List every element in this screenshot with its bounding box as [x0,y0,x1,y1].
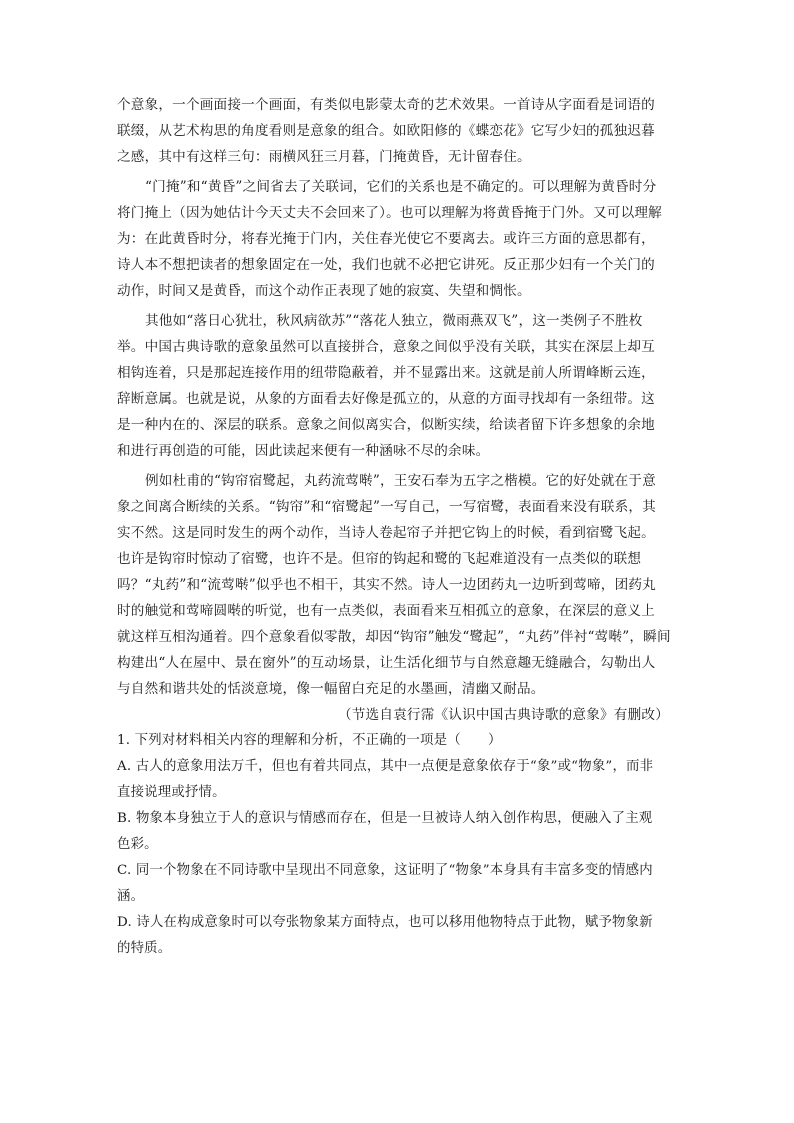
document-page [117,92,669,962]
text-line: 相钩连着，只是那起连接作用的纽带隐蔽着，并不显露出来。这就是前人所谓峰断云连， [117,365,655,381]
text-line: 是一种内在的、深层的联系。意象之间似离实合，似断实续，给读者留下许多想象的余地 [117,417,655,433]
text-line: 实不然。这是同时发生的两个动作，当诗人卷起帘子并把它钩上的时候，看到宿鹭飞起。 [117,525,655,541]
option-line: 色彩。 [117,837,158,852]
question-stem: 1. 下列对材料相关内容的理解和分析，不正确的一项是（ ） [117,733,502,748]
option-line: A. 古人的意象用法万千，但也有着共同点，其中一点便是意象依存于“象”或“物象”，而非 [117,759,654,774]
text-line: 和进行再创造的可能，因此读起来便有一种涵咏不尽的余味。 [117,443,490,459]
paragraph-2 [117,174,669,304]
paragraph-1 [117,92,669,170]
option-a[interactable] [117,754,669,806]
text-line: 个意象，一个画面接一个画面，有类似电影蒙太奇的艺术效果。一首诗从字面看是词语的 [117,97,655,113]
question-1 [117,728,669,962]
text-line: 为：在此黄昏时分，将春光掩于门内，关住春光使它不要离去。或许三方面的意思都有， [117,231,655,247]
option-line: 直接说理或抒情。 [117,785,226,800]
source-citation: （节选自袁行霈《认识中国古典诗歌的意象》有删改） [337,707,669,723]
option-d[interactable] [117,910,669,962]
text-line: “门掩”和“黄昏”之间省去了关联词，它们的关系也是不确定的。可以理解为黄昏时分 [145,179,657,195]
text-line: 吗？“丸药”和“流莺啭”似乎也不相干，其实不然。诗人一边团药丸一边听到莺啼，团药丸 [117,577,656,593]
text-line: 例如杜甫的“钩帘宿鹭起，丸药流莺啭”，王安石奉为五字之楷模。它的好处就在于意 [145,473,656,489]
text-line: 就这样互相沟通着。四个意象看似零散，却因“钩帘”触发“鹭起”，“丸药”伴衬“莺啭”，瞬间 [117,629,671,645]
text-line: 与自然和谐共处的恬淡意境，像一幅留白充足的水墨画，清幽又耐品。 [117,681,545,697]
option-c[interactable] [117,858,669,910]
option-line: B. 物象本身独立于人的意识与情感而存在，但是一旦被诗人纳入创作构思，便融入了主观 [117,811,653,826]
option-line: C. 同一个物象在不同诗歌中呈现出不同意象，这证明了“物象”本身具有丰富多变的情感内 [117,863,653,878]
text-line: 将门掩上（因为她估计今天丈夫不会回来了）。也可以理解为将黄昏掩于门外。又可以理解 [117,205,662,221]
text-line: 构建出“人在屋中、景在窗外”的互动场景，让生活化细节与自然意趣无缝融合，勾勒出人 [117,655,656,671]
option-line: 涵。 [117,889,145,904]
option-b[interactable] [117,806,669,858]
text-line: 时的触觉和莺啼圆啭的听觉，也有一点类似，表面看来互相孤立的意象，在深层的意义上 [117,603,655,619]
text-line: 诗人本不想把读者的想象固定在一处，我们也就不必把它讲死。反正那少妇有一个关门的 [117,257,655,273]
option-line: 的特质。 [117,941,172,956]
option-line: D. 诗人在构成意象时可以夸张物象某方面特点，也可以移用他物特点于此物，赋予物象新 [117,915,653,930]
text-line: 象之间离合断续的关系。“钩帘”和“宿鹭起”一写自己，一写宿鹭，表面看来没有联系，其 [117,499,656,515]
text-line: 辞断意属。也就是说，从象的方面看去好像是孤立的，从意的方面寻找却有一条纽带。这 [117,391,655,407]
text-line: 联缀，从艺术构思的角度看则是意象的组合。如欧阳修的《蝶恋花》它写少妇的孤独迟暮 [117,123,655,139]
paragraph-3 [117,308,669,464]
text-line: 之感，其中有这样三句：雨横风狂三月暮，门掩黄昏，无计留春住。 [117,149,531,165]
text-line: 动作，时间又是黄昏，而这个动作正表现了她的寂寞、失望和惆怅。 [117,283,531,299]
paragraph-4 [117,468,669,702]
text-line: 举。中国古典诗歌的意象虽然可以直接拼合，意象之间似乎没有关联，其实在深层上却互 [117,339,655,355]
text-line: 也许是钩帘时惊动了宿鹭，也许不是。但帘的钩起和鹭的飞起难道没有一点类似的联想 [117,551,642,567]
text-line: 其他如“落日心犹壮，秋风病欲苏”“落花人独立，微雨燕双飞”，这一类例子不胜枚 [145,313,643,329]
